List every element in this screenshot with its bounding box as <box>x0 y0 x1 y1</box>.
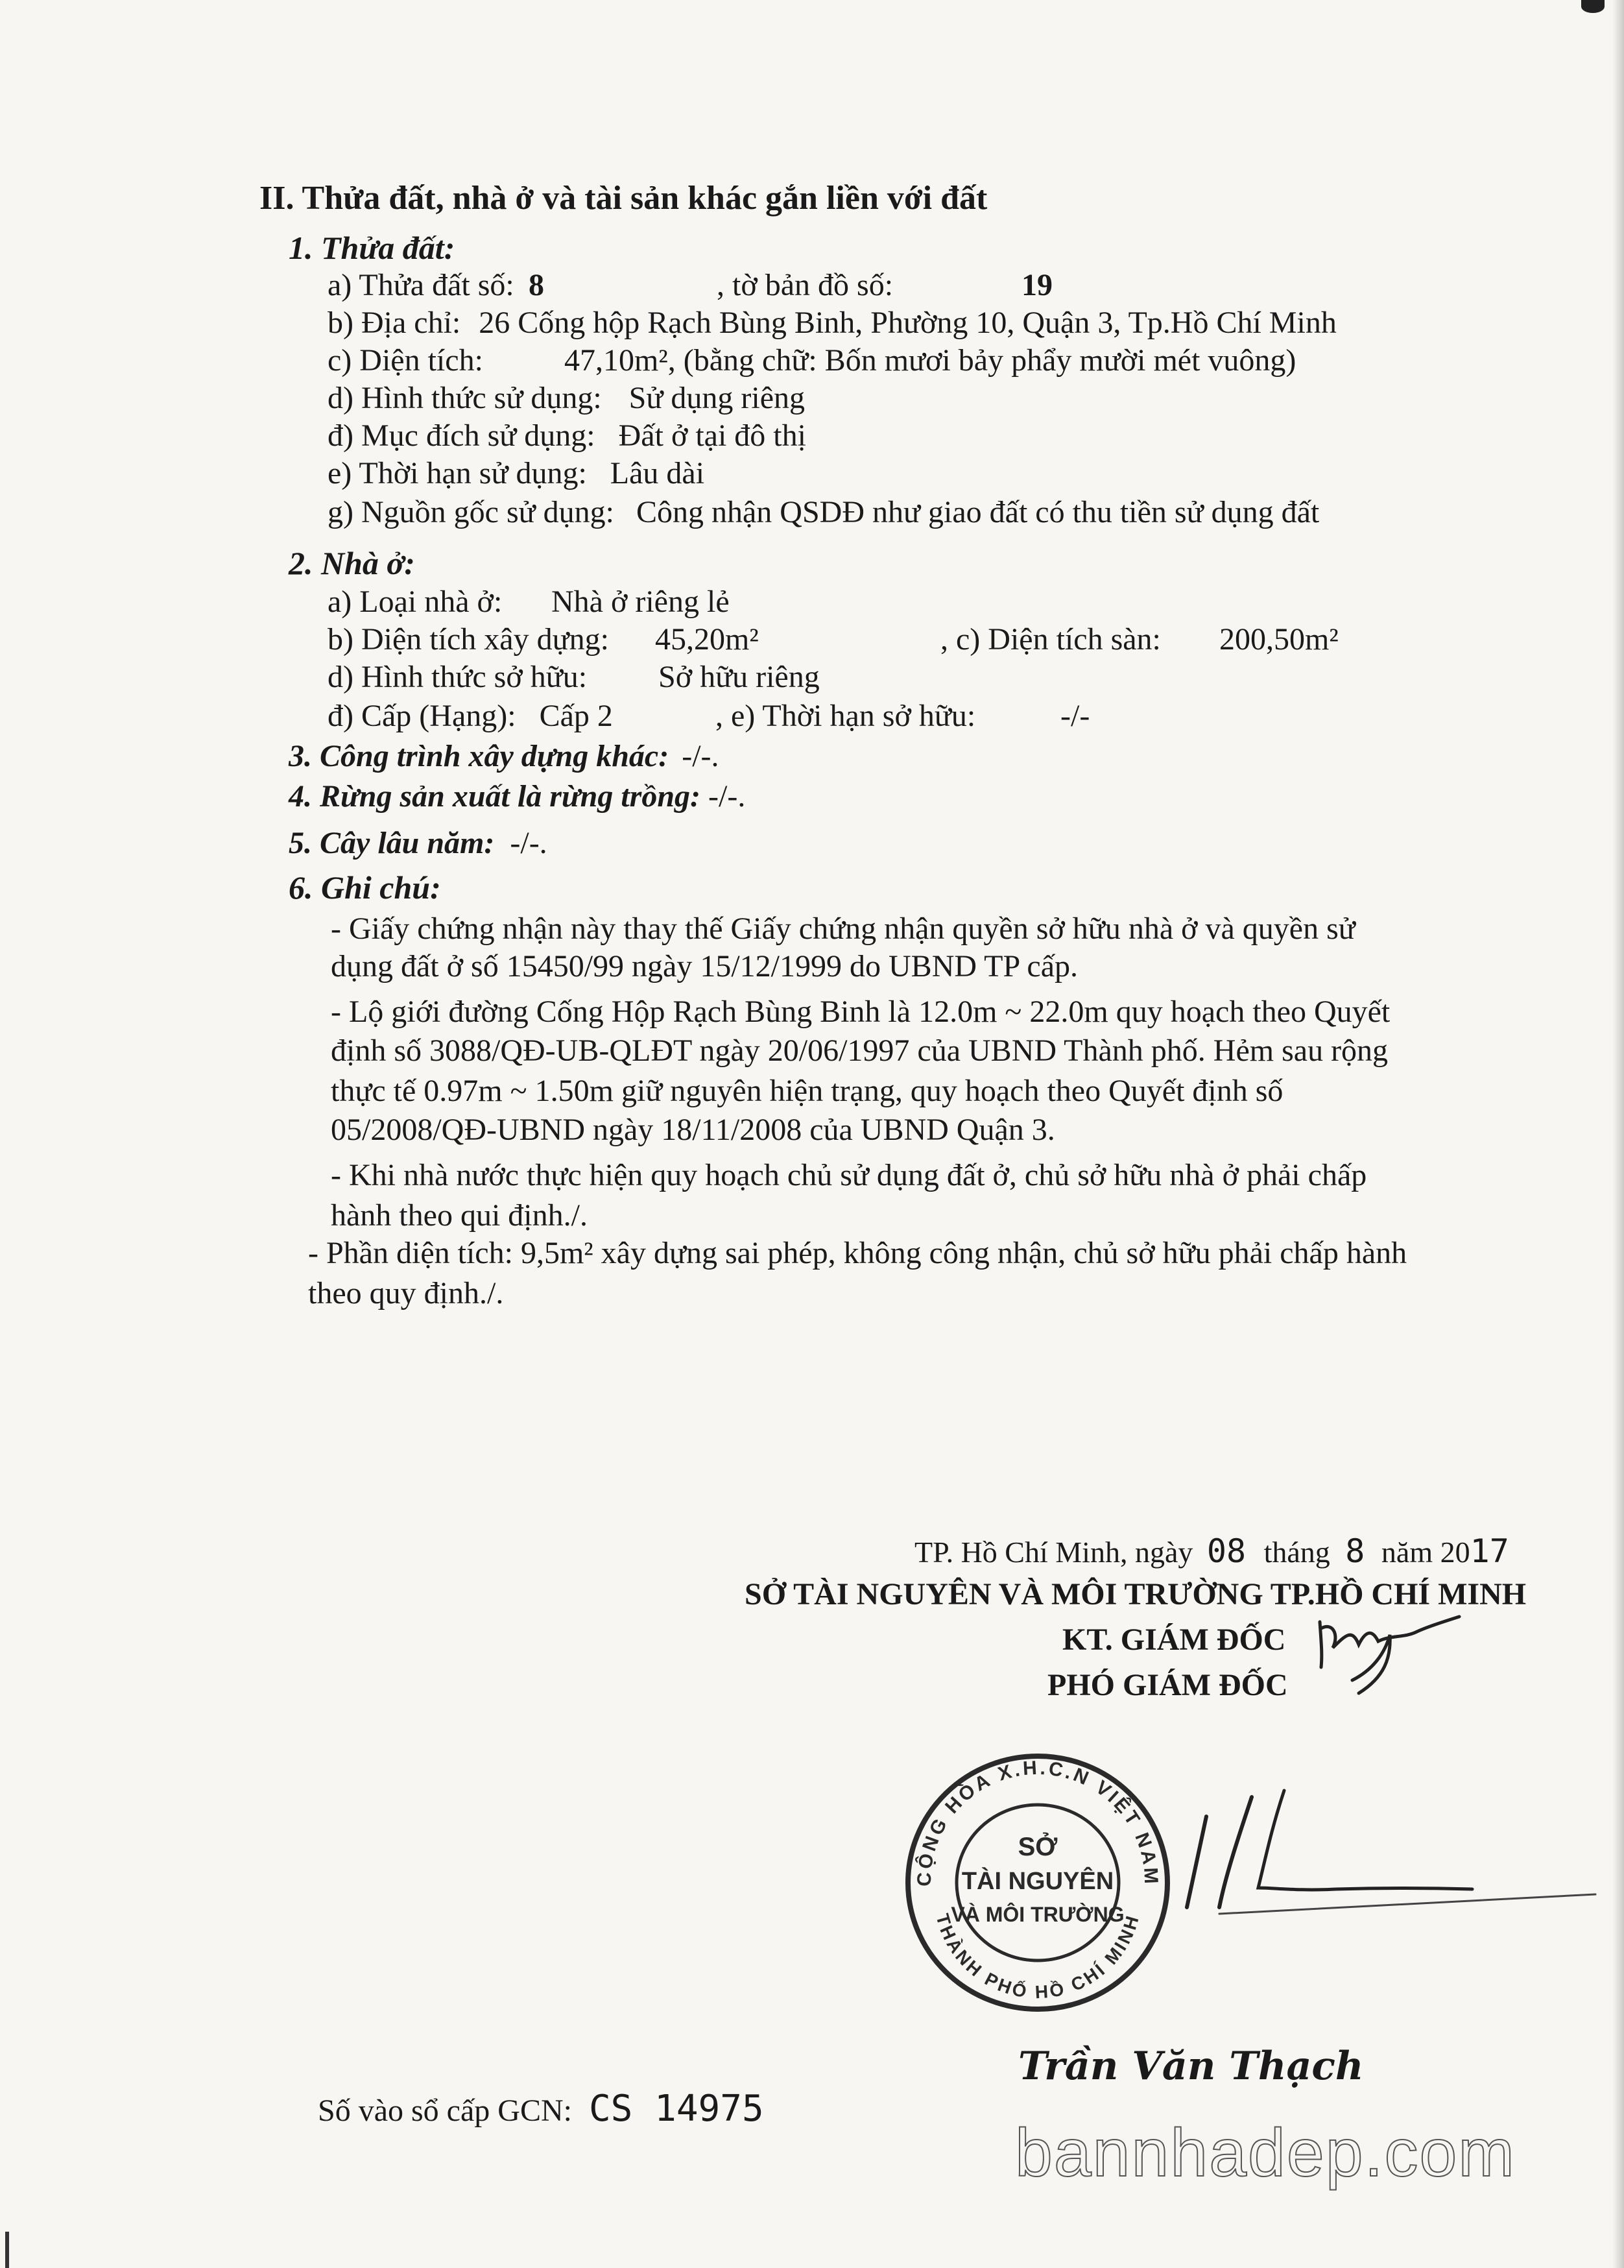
land-term-row <box>328 455 704 492</box>
house-term-value: -/- <box>1060 699 1090 733</box>
land-parcel-label: a) Thửa đất số: <box>328 268 514 302</box>
land-map-value: 19 <box>1021 268 1053 302</box>
notes-heading: 6. Ghi chú: <box>289 869 441 906</box>
house-build-area-value: 45,20m² <box>655 622 759 657</box>
registry-row <box>318 2088 764 2130</box>
land-address-value: 26 Cống hộp Rạch Bùng Binh, Phường 10, Quận 3, Tp.Hồ Chí Minh <box>479 306 1337 340</box>
note-line: - Lộ giới đường Cống Hộp Rạch Bùng Binh là 12.0m ~ 22.0m quy hoạch theo Quyết <box>331 995 1391 1029</box>
forest-row <box>289 778 745 815</box>
stamp-outer-bottom: THÀNH PHỐ HỒ CHÍ MINH <box>932 1911 1143 2003</box>
house-ownership-value: Sở hữu riêng <box>658 660 820 694</box>
main-signature <box>1167 1778 1615 1927</box>
note-line: 05/2008/QĐ-UBND ngày 18/11/2008 của UBND Quận 3. <box>331 1113 1055 1147</box>
initial-signature <box>1313 1609 1463 1706</box>
stamp-center-2: TÀI NGUYÊN <box>961 1868 1114 1895</box>
other-construction-row <box>289 738 719 775</box>
stamp-center-1: SỞ <box>1018 1833 1058 1861</box>
forest-value: -/-. <box>708 779 746 814</box>
house-build-area-label: b) Diện tích xây dựng: <box>328 622 609 657</box>
note-line: - Phần diện tích: 9,5m² xây dựng sai phép, không công nhận, chủ sở hữu phải chấp hành <box>308 1236 1407 1270</box>
house-grade-value: Cấp 2 <box>539 699 613 733</box>
land-address-row <box>328 305 1337 341</box>
note-line: định số 3088/QĐ-UB-QLĐT ngày 20/06/1997 của UBND Thành phố. Hẻm sau rộng <box>331 1033 1389 1068</box>
land-purpose-label: đ) Mục đích sử dụng: <box>328 418 595 453</box>
land-purpose-row <box>328 418 806 454</box>
perennial-value: -/-. <box>510 826 547 860</box>
land-address-label: b) Địa chỉ: <box>328 306 461 340</box>
house-ownership-row <box>328 659 820 695</box>
land-use-form-row <box>328 380 805 416</box>
perennial-label: 5. Cây lâu năm: <box>289 826 495 860</box>
house-heading: 2. Nhà ở: <box>289 545 415 581</box>
land-area-value: 47,10m², (bằng chữ: Bốn mươi bảy phẩy mười mét vuông) <box>564 343 1296 378</box>
site-watermark: bannhadep.com <box>1015 2116 1516 2191</box>
registry-label: Số vào sổ cấp GCN: <box>318 2093 572 2128</box>
land-origin-label: g) Nguồn gốc sử dụng: <box>328 495 614 529</box>
date-prefix: TP. Hồ Chí Minh, ngày <box>914 1536 1193 1569</box>
official-stamp <box>895 1745 1180 2018</box>
land-origin-value: Công nhận QSDĐ như giao đất có thu tiền sử dụng đất <box>636 495 1320 529</box>
land-use-form-label: d) Hình thức sử dụng: <box>328 381 602 415</box>
forest-label: 4. Rừng sản xuất là rừng trồng: <box>289 779 701 814</box>
note-line: hành theo qui định./. <box>331 1198 588 1233</box>
note-line: - Giấy chứng nhận này thay thế Giấy chứng nhận quyền sở hữu nhà ở và quyền sử <box>331 911 1355 946</box>
note-line: thực tế 0.97m ~ 1.50m giữ nguyên hiện trạng, quy hoạch theo Quyết định số <box>331 1074 1284 1108</box>
agency-name: SỞ TÀI NGUYÊN VÀ MÔI TRƯỜNG TP.HỒ CHÍ MINH <box>745 1577 1527 1611</box>
land-heading: 1. Thửa đất: <box>289 230 455 266</box>
scan-edge-mark <box>5 2232 9 2268</box>
note-line: theo quy định./. <box>308 1276 504 1310</box>
land-term-label: e) Thời hạn sử dụng: <box>328 456 587 490</box>
land-area-label: c) Diện tích: <box>328 343 483 378</box>
stamp-center-3: VÀ MÔI TRƯỜNG <box>951 1903 1125 1926</box>
land-purpose-value: Đất ở tại đô thị <box>618 418 806 453</box>
house-build-area-row <box>328 621 1339 658</box>
land-area-row <box>328 343 1296 379</box>
registry-value: CS 14975 <box>588 2088 764 2130</box>
house-term-label: , e) Thời hạn sở hữu: <box>715 699 976 733</box>
house-grade-label: đ) Cấp (Hạng): <box>328 699 516 733</box>
other-construction-value: -/-. <box>682 739 719 773</box>
land-use-form-value: Sử dụng riêng <box>628 381 806 415</box>
land-map-label: , tờ bản đồ số: <box>717 268 894 302</box>
section-title: II. Thửa đất, nhà ở và tài sản khác gắn liền với đất <box>259 180 988 217</box>
house-ownership-label: d) Hình thức sở hữu: <box>328 660 588 694</box>
house-type-row <box>328 584 730 620</box>
date-month: 8 <box>1345 1532 1365 1570</box>
page-edge-shadow <box>1612 0 1624 2268</box>
house-floor-area-value: 200,50m² <box>1219 622 1339 657</box>
house-type-label: a) Loại nhà ở: <box>328 585 503 619</box>
date-year-label: năm 20 <box>1381 1536 1470 1569</box>
house-grade-row <box>328 698 1090 734</box>
land-origin-row <box>328 494 1319 531</box>
house-type-value: Nhà ở riêng lẻ <box>551 585 730 619</box>
signer-role-1: KT. GIÁM ĐỐC <box>1062 1623 1286 1657</box>
land-parcel-row <box>328 267 1053 304</box>
corner-mark <box>1581 0 1605 13</box>
other-construction-label: 3. Công trình xây dựng khác: <box>289 739 669 773</box>
date-line <box>914 1532 1509 1570</box>
house-floor-area-label: , c) Diện tích sàn: <box>940 622 1161 657</box>
note-line: dụng đất ở số 15450/99 ngày 15/12/1999 do UBND TP cấp. <box>331 949 1078 983</box>
land-term-value: Lâu dài <box>610 456 705 490</box>
signer-name: Trần Văn Thạch <box>1018 2044 1364 2089</box>
signer-role-2: PHÓ GIÁM ĐỐC <box>1047 1668 1288 1702</box>
perennial-row <box>289 825 547 862</box>
date-year-suffix: 17 <box>1470 1532 1509 1570</box>
stamp-outer-top: CỘNG HÒA X.H.C.N VIỆT NAM <box>913 1757 1162 1887</box>
note-line: - Khi nhà nước thực hiện quy hoạch chủ sử dụng đất ở, chủ sở hữu nhà ở phải chấp <box>331 1158 1367 1192</box>
land-parcel-value: 8 <box>529 268 544 302</box>
date-day: 08 <box>1206 1532 1247 1570</box>
date-month-label: tháng <box>1263 1536 1330 1569</box>
